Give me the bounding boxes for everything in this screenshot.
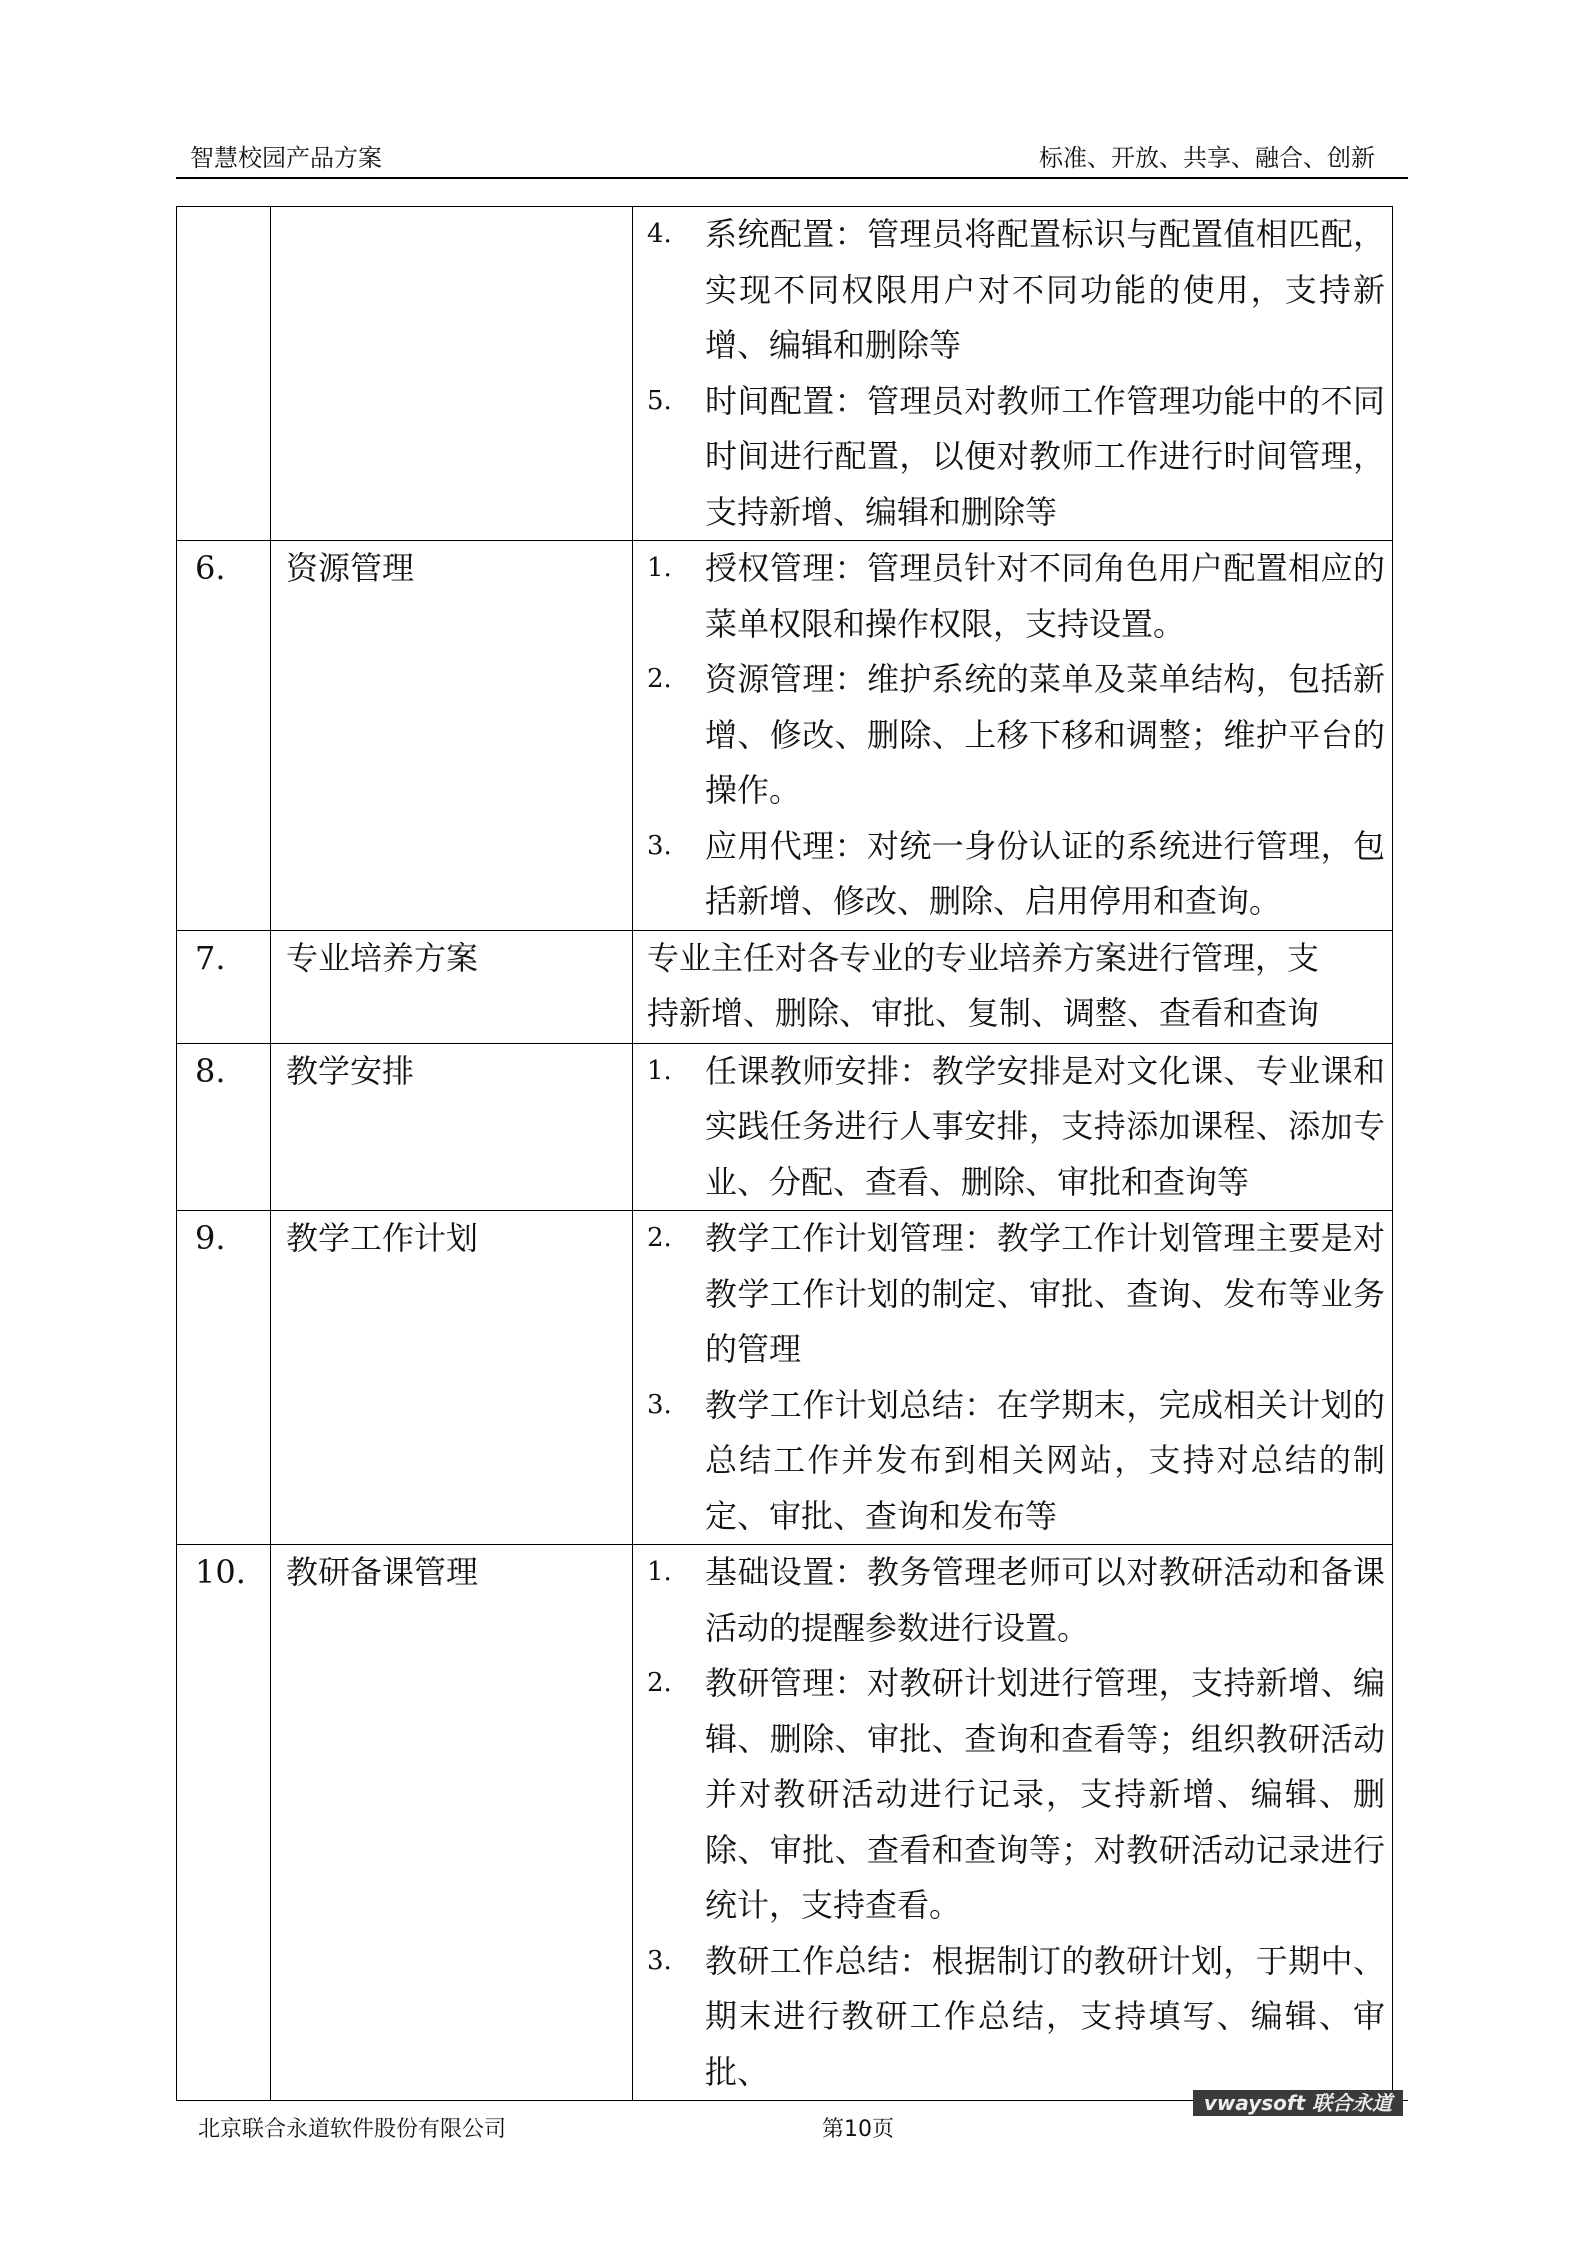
item-number: 2. — [647, 1668, 672, 1698]
item-text: 教学工作计划管理：教学工作计划管理主要是对教学工作计划的制定、审批、查询、发布等业务的管理 — [705, 1219, 1385, 1368]
company-logo: vwaysoft 联合永道 — [1193, 2090, 1403, 2116]
item-number: 3. — [647, 1945, 672, 1976]
list-item — [633, 1044, 1392, 1211]
module-name: 教学工作计划 — [271, 1211, 633, 1545]
row-number: 6. — [177, 541, 271, 931]
feature-table — [176, 206, 1393, 2101]
list-item — [633, 1656, 1392, 1934]
item-number: 3. — [647, 830, 672, 861]
module-description — [633, 207, 1393, 541]
list-item — [633, 1378, 1392, 1545]
item-number: 4. — [647, 219, 672, 249]
module-name: 专业培养方案 — [271, 930, 633, 1043]
item-text: 教学工作计划总结：在学期末，完成相关计划的总结工作并发布到相关网站，支持对总结的制定、审批、查询和发布等 — [705, 1385, 1385, 1535]
list-item — [633, 1211, 1392, 1378]
footer-company: 北京联合永道软件股份有限公司 — [198, 2117, 507, 2142]
row-number — [177, 207, 271, 541]
table-row — [177, 207, 1393, 541]
row-number: 9. — [177, 1211, 271, 1545]
item-number: 3. — [647, 1389, 672, 1420]
table-row — [177, 541, 1393, 931]
item-text: 基础设置：教务管理老师可以对教研活动和备课活动的提醒参数进行设置。 — [705, 1553, 1385, 1647]
item-number: 2. — [647, 1223, 672, 1253]
item-text: 资源管理：维护系统的菜单及菜单结构，包括新增、修改、删除、上移下移和调整；维护平台的操作。 — [705, 660, 1385, 809]
table-row — [177, 1043, 1393, 1211]
item-number: 1. — [647, 1557, 672, 1587]
module-description — [633, 1211, 1393, 1545]
item-text: 时间配置：管理员对教师工作管理功能中的不同时间进行配置，以便对教师工作进行时间管理，支持新增、编辑和删除等 — [705, 381, 1385, 531]
item-text: 教研工作总结：根据制订的教研计划，于期中、期末进行教研工作总结，支持填写、编辑、审批、 — [705, 1941, 1385, 2091]
list-item — [633, 1545, 1392, 1656]
item-text: 任课教师安排：教学安排是对文化课、专业课和实践任务进行人事安排，支持添加课程、添加专业、分配、查看、删除、审批和查询等 — [705, 1051, 1385, 1201]
module-description — [633, 1545, 1393, 2101]
item-text: 系统配置：管理员将配置标识与配置值相匹配，实现不同权限用户对不同功能的使用，支持新增、编辑和删除等 — [705, 215, 1385, 364]
item-text: 应用代理：对统一身份认证的系统进行管理，包括新增、修改、删除、启用停用和查询。 — [705, 826, 1385, 920]
module-name: 教学安排 — [271, 1043, 633, 1211]
list-item — [633, 541, 1392, 652]
table-row — [177, 1545, 1393, 2101]
header-slogan: 标准、开放、共享、融合、创新 — [1039, 144, 1375, 172]
row-number: 7. — [177, 930, 271, 1043]
header-title: 智慧校园产品方案 — [190, 144, 382, 172]
table-row — [177, 930, 1393, 1043]
item-number: 1. — [647, 1055, 672, 1086]
list-item — [633, 207, 1392, 374]
description-text: 专业主任对各专业的专业培养方案进行管理，支持新增、删除、审批、复制、调整、查看和查询 — [647, 938, 1320, 1032]
item-number: 1. — [647, 553, 672, 583]
item-number: 5. — [647, 385, 672, 416]
module-name: 资源管理 — [271, 541, 633, 931]
list-item — [633, 1934, 1392, 2101]
list-item — [633, 374, 1392, 541]
module-description — [633, 541, 1393, 931]
list-item — [633, 652, 1392, 819]
module-name — [271, 207, 633, 541]
header-divider — [176, 177, 1408, 179]
footer-page-number: 第10页 — [822, 2117, 894, 2142]
table-row — [177, 1211, 1393, 1545]
list-item — [633, 819, 1392, 930]
module-description — [633, 1043, 1393, 1211]
item-text: 授权管理：管理员针对不同角色用户配置相应的菜单权限和操作权限，支持设置。 — [705, 549, 1385, 643]
module-description — [633, 930, 1393, 1043]
module-name: 教研备课管理 — [271, 1545, 633, 2101]
item-number: 2. — [647, 664, 672, 694]
item-text: 教研管理：对教研计划进行管理，支持新增、编辑、删除、审批、查询和查看等；组织教研活动并对教研活动进行记录，支持新增、编辑、删除、审批、查看和查询等；对教研活动记录进行统计，支持查看。 — [705, 1664, 1385, 1924]
row-number: 8. — [177, 1043, 271, 1211]
row-number: 10. — [177, 1545, 271, 2101]
